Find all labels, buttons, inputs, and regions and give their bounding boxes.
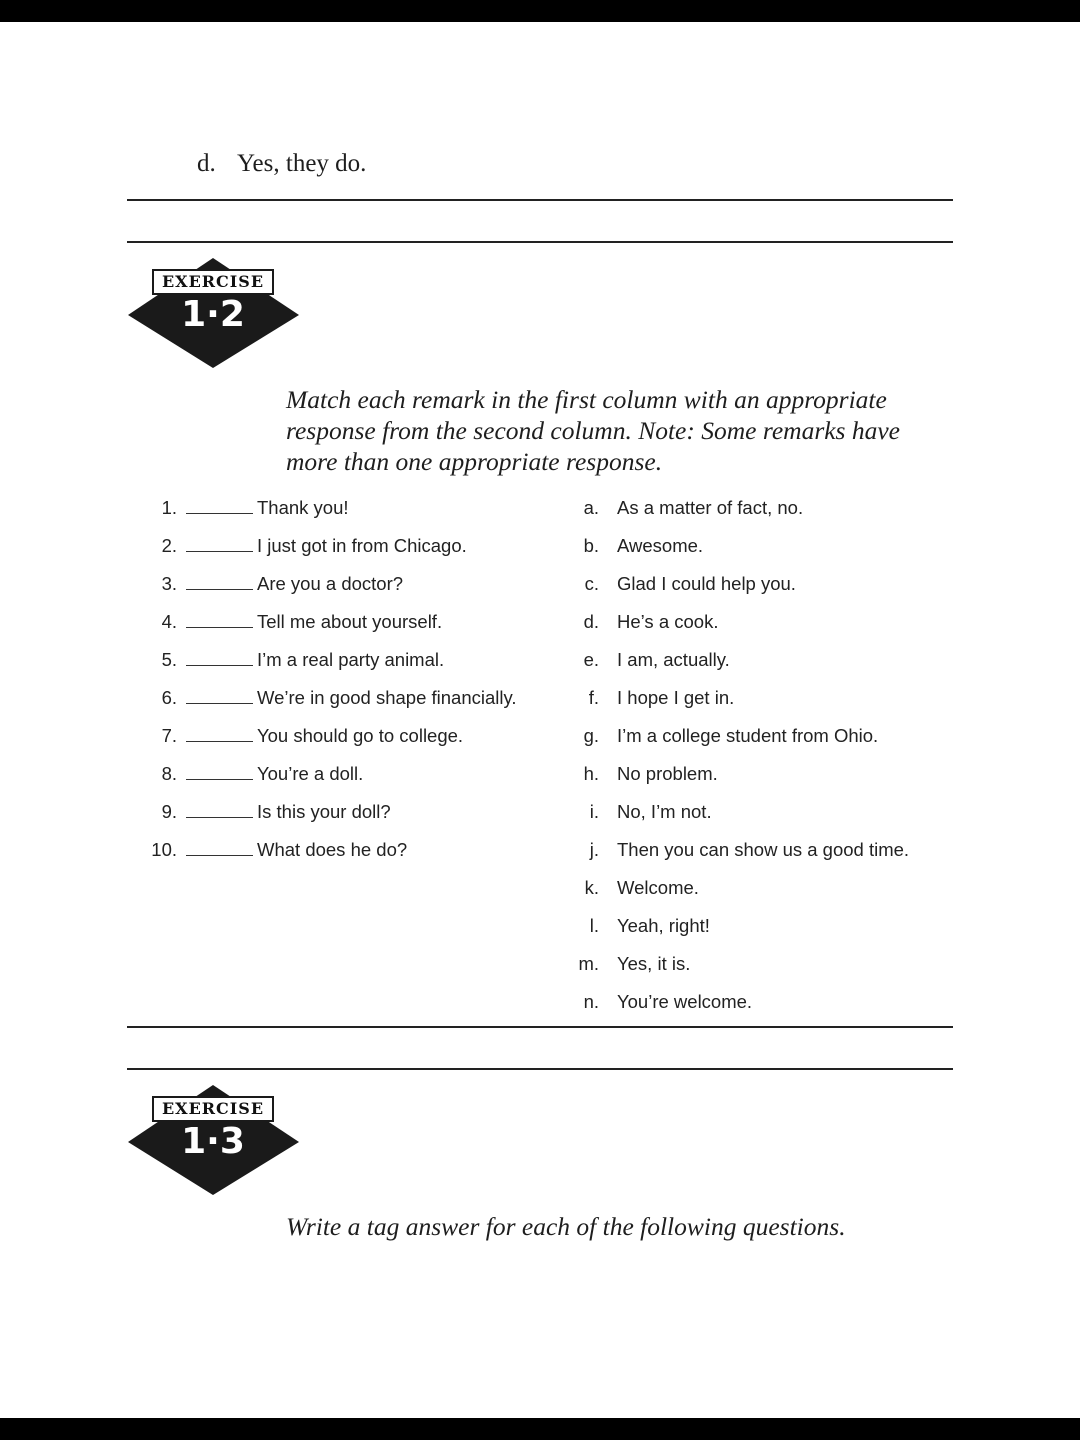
response-text: I hope I get in.: [617, 687, 735, 708]
response-letter: c.: [584, 573, 599, 594]
response-text: No problem.: [617, 763, 718, 784]
remark-text: What does he do?: [257, 839, 408, 860]
response-letter: g.: [583, 725, 599, 746]
answer-blank[interactable]: [186, 779, 253, 780]
remark-text: I just got in from Chicago.: [257, 535, 467, 556]
top-black-bar: [0, 0, 1080, 22]
answer-blank[interactable]: [186, 703, 253, 704]
remark-row: [127, 799, 547, 825]
response-row: [569, 761, 959, 787]
response-letter: i.: [589, 801, 599, 822]
remark-row: [127, 609, 547, 635]
response-row: [569, 495, 959, 521]
response-text: I’m a college student from Ohio.: [617, 725, 879, 746]
exercise-1-3-instructions: Write a tag answer for each of the following questions.: [286, 1212, 846, 1241]
response-row: [569, 875, 959, 901]
previous-answer-item: [197, 150, 366, 178]
remark-number: 10.: [151, 839, 177, 860]
response-row: [569, 837, 959, 863]
response-text: No, I’m not.: [617, 801, 712, 822]
remark-row: [127, 837, 547, 863]
exercise-label: EXERCISE: [161, 1099, 265, 1118]
response-row: [569, 799, 959, 825]
response-letter: b.: [583, 535, 599, 556]
bottom-black-bar: [0, 1418, 1080, 1440]
response-text: He’s a cook.: [617, 611, 719, 632]
remark-number: 6.: [161, 687, 177, 708]
response-text: Welcome.: [617, 877, 699, 898]
response-text: Glad I could help you.: [617, 573, 796, 594]
remark-text: We’re in good shape financially.: [257, 687, 517, 708]
response-letter: f.: [588, 687, 599, 708]
remark-number: 4.: [161, 611, 177, 632]
response-row: [569, 609, 959, 635]
answer-blank[interactable]: [186, 551, 253, 552]
remark-row: [127, 533, 547, 559]
remark-text: I’m a real party animal.: [257, 649, 445, 670]
answer-blank[interactable]: [186, 855, 253, 856]
response-letter: a.: [583, 497, 599, 518]
remark-row: [127, 647, 547, 673]
section-divider-mid-1: [127, 1026, 953, 1028]
response-row: [569, 913, 959, 939]
response-row: [569, 533, 959, 559]
remark-number: 5.: [161, 649, 177, 670]
remark-text: Tell me about yourself.: [257, 611, 443, 632]
exercise-1-2-instructions: Match each remark in the first column with an appropriate response from the second column. Note: Some remarks have more than one appropriate response.: [286, 385, 900, 476]
response-letter: j.: [589, 839, 599, 860]
remark-row: [127, 495, 547, 521]
exercise-1-3-badge: [127, 1084, 300, 1196]
response-text: Yes, it is.: [617, 953, 691, 974]
answer-blank[interactable]: [186, 627, 253, 628]
previous-answer-text: Yes, they do.: [237, 150, 367, 177]
response-text: I am, actually.: [617, 649, 730, 670]
exercise-number: 1·3: [181, 1121, 245, 1162]
response-row: [569, 723, 959, 749]
response-row: [569, 989, 959, 1015]
response-text: Yeah, right!: [617, 915, 710, 936]
remark-number: 3.: [161, 573, 177, 594]
remark-text: Are you a doctor?: [257, 573, 404, 594]
remark-row: [127, 723, 547, 749]
remark-text: You’re a doll.: [257, 763, 364, 784]
response-letter: l.: [589, 915, 599, 936]
answer-blank[interactable]: [186, 741, 253, 742]
response-row: [569, 571, 959, 597]
remark-text: Is this your doll?: [257, 801, 391, 822]
remark-row: [127, 761, 547, 787]
document-page: [0, 22, 1080, 1418]
remark-number: 1.: [161, 497, 177, 518]
answer-blank[interactable]: [186, 513, 253, 514]
response-text: You’re welcome.: [617, 991, 753, 1012]
remark-number: 2.: [161, 535, 177, 556]
response-row: [569, 647, 959, 673]
answer-blank[interactable]: [186, 665, 253, 666]
response-row: [569, 685, 959, 711]
responses-column: [569, 495, 959, 1035]
remark-text: Thank you!: [257, 497, 349, 518]
exercise-1-2-badge: [127, 257, 300, 369]
remark-number: 7.: [161, 725, 177, 746]
previous-answer-letter: d.: [197, 150, 216, 177]
answer-blank[interactable]: [186, 589, 253, 590]
remark-number: 9.: [161, 801, 177, 822]
response-row: [569, 951, 959, 977]
section-divider-mid-2: [127, 1068, 953, 1070]
exercise-number: 1·2: [181, 294, 245, 335]
response-letter: n.: [583, 991, 599, 1012]
response-text: Then you can show us a good time.: [617, 839, 910, 860]
remark-number: 8.: [161, 763, 177, 784]
response-text: Awesome.: [617, 535, 704, 556]
response-letter: h.: [583, 763, 599, 784]
exercise-label: EXERCISE: [161, 272, 265, 291]
section-divider-top-2: [127, 241, 953, 243]
response-letter: e.: [583, 649, 599, 670]
response-text: As a matter of fact, no.: [617, 497, 804, 518]
remark-row: [127, 571, 547, 597]
remarks-column: [127, 495, 547, 875]
response-letter: m.: [578, 953, 599, 974]
response-letter: d.: [583, 611, 599, 632]
response-letter: k.: [584, 877, 599, 898]
remark-row: [127, 685, 547, 711]
remark-text: You should go to college.: [257, 725, 464, 746]
section-divider-top-1: [127, 199, 953, 201]
answer-blank[interactable]: [186, 817, 253, 818]
